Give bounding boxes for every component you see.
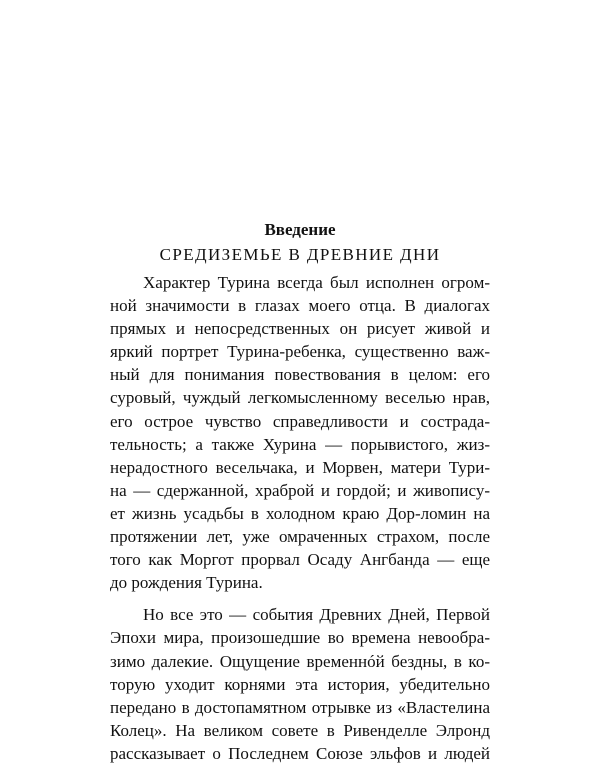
text-line: прямых и непосредственных он рисует живой и [110, 319, 490, 339]
text-line: на — сдержанной, храброй и гордой; и живопису- [110, 480, 490, 500]
paragraph-gap [110, 594, 490, 603]
text-line: Колец». На великом совете в Ривенделле Элронд [110, 720, 490, 740]
text-line: торую уходит корнями эта история, убедительно [110, 674, 490, 694]
text-line: ной значимости в глазах моего отца. В диалогах [110, 296, 490, 316]
text-line: тельность; а также Хурина — порывистого, жиз- [110, 434, 490, 454]
text-line: рассказывает о Последнем Союзе эльфов и людей [110, 743, 490, 763]
text-line: Характер Турина всегда был исполнен огром- [143, 273, 490, 292]
text-line: Эпохи мира, произошедшие во времена невообра- [110, 628, 490, 648]
text-line: протяжении лет, уже омраченных страхом, после [110, 527, 490, 547]
text-line: передано в достопамятном отрывке из «Властелина [110, 697, 490, 717]
text-line: до рождения Турина. [110, 573, 263, 593]
text-line: яркий портрет Турина-ребенка, существенно важ- [110, 342, 490, 362]
chapter-subheading: СРЕДИЗЕМЬЕ В ДРЕВНИЕ ДНИ [159, 245, 441, 264]
body-text [110, 271, 490, 765]
text-line: ет жизнь усадьбы в холодном краю Дор-ломин на [110, 503, 490, 523]
chapter-heading: Введение [264, 220, 336, 239]
text-line: суровый, чуждый легкомысленному веселью нрав, [110, 388, 490, 408]
text-line: его острое чувство справедливости и сострада- [110, 411, 490, 431]
text-line: нерадостного весельчака, и Морвен, матери Тури- [110, 457, 490, 477]
text-line: того как Моргот прорвал Осаду Ангбанда — еще [110, 550, 490, 570]
text-line: зимо далекие. Ощущение временнóй бездны, в ко- [110, 651, 490, 671]
text-line: Но все это — события Древних Дней, Первой [143, 605, 490, 625]
text-line: ный для понимания повествования в целом: его [110, 365, 490, 385]
